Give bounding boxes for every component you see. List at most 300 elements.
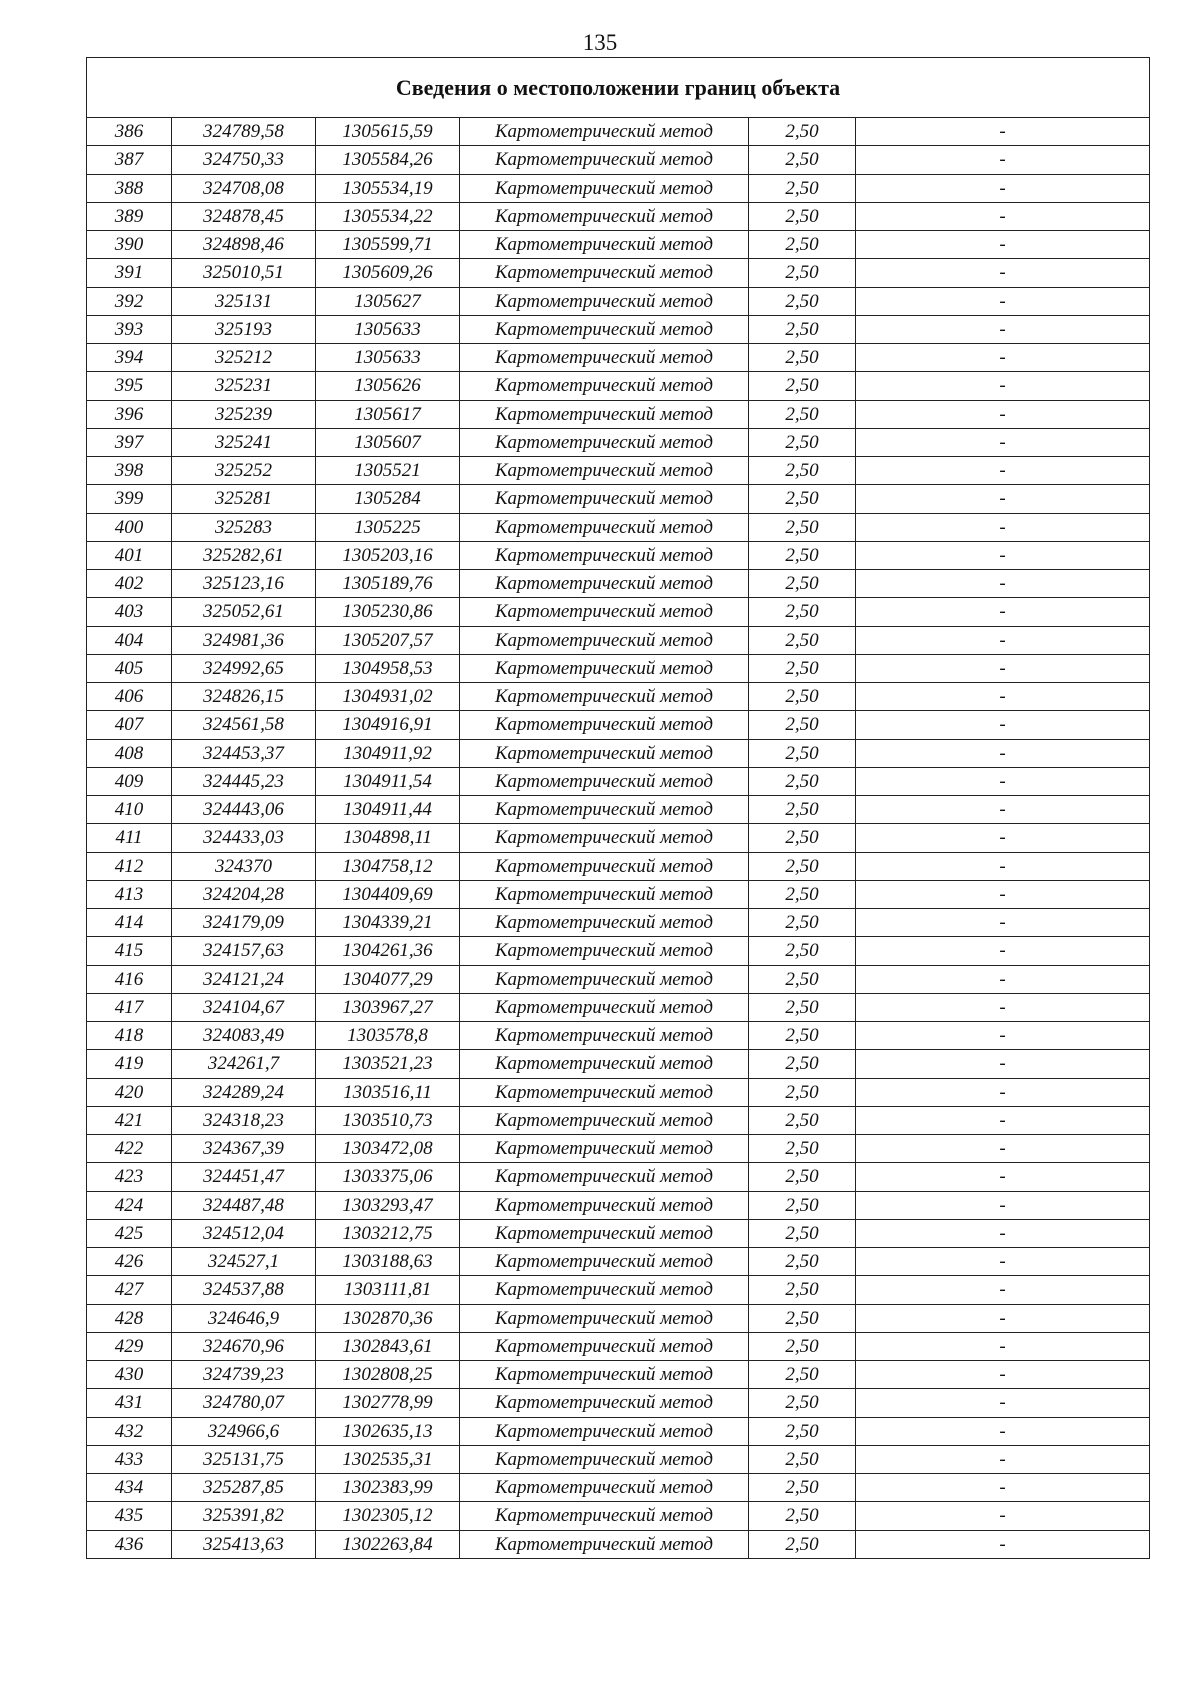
description-cell: - — [856, 1474, 1150, 1502]
point-number-cell: 408 — [87, 739, 172, 767]
description-cell: - — [856, 711, 1150, 739]
x-coordinate-cell: 324537,88 — [172, 1276, 316, 1304]
y-coordinate-cell: 1303510,73 — [316, 1106, 460, 1134]
description-cell: - — [856, 1219, 1150, 1247]
description-cell: - — [856, 400, 1150, 428]
y-coordinate-cell: 1304931,02 — [316, 683, 460, 711]
table-row — [87, 1389, 1150, 1417]
table-row — [87, 485, 1150, 513]
point-number-cell: 391 — [87, 259, 172, 287]
point-number-cell: 430 — [87, 1361, 172, 1389]
y-coordinate-cell: 1305617 — [316, 400, 460, 428]
method-cell: Картометрический метод — [460, 965, 749, 993]
table-row — [87, 1445, 1150, 1473]
x-coordinate-cell: 325212 — [172, 344, 316, 372]
y-coordinate-cell: 1305207,57 — [316, 626, 460, 654]
accuracy-cell: 2,50 — [749, 1445, 856, 1473]
description-cell: - — [856, 993, 1150, 1021]
accuracy-cell: 2,50 — [749, 1530, 856, 1558]
point-number-cell: 389 — [87, 202, 172, 230]
description-cell: - — [856, 965, 1150, 993]
method-cell: Картометрический метод — [460, 400, 749, 428]
y-coordinate-cell: 1304758,12 — [316, 852, 460, 880]
description-cell: - — [856, 570, 1150, 598]
description-cell: - — [856, 428, 1150, 456]
method-cell: Картометрический метод — [460, 1389, 749, 1417]
point-number-cell: 405 — [87, 654, 172, 682]
method-cell: Картометрический метод — [460, 683, 749, 711]
x-coordinate-cell: 324367,39 — [172, 1135, 316, 1163]
point-number-cell: 416 — [87, 965, 172, 993]
table-row — [87, 1163, 1150, 1191]
table-row — [87, 824, 1150, 852]
y-coordinate-cell: 1304958,53 — [316, 654, 460, 682]
accuracy-cell: 2,50 — [749, 1219, 856, 1247]
table-row — [87, 1361, 1150, 1389]
point-number-cell: 390 — [87, 231, 172, 259]
description-cell: - — [856, 513, 1150, 541]
method-cell: Картометрический метод — [460, 287, 749, 315]
table-row — [87, 739, 1150, 767]
x-coordinate-cell: 324433,03 — [172, 824, 316, 852]
x-coordinate-cell: 325052,61 — [172, 598, 316, 626]
method-cell: Картометрический метод — [460, 626, 749, 654]
table-row — [87, 1219, 1150, 1247]
description-cell: - — [856, 541, 1150, 569]
y-coordinate-cell: 1302635,13 — [316, 1417, 460, 1445]
accuracy-cell: 2,50 — [749, 1022, 856, 1050]
accuracy-cell: 2,50 — [749, 598, 856, 626]
x-coordinate-cell: 325281 — [172, 485, 316, 513]
description-cell: - — [856, 1445, 1150, 1473]
x-coordinate-cell: 324561,58 — [172, 711, 316, 739]
accuracy-cell: 2,50 — [749, 1332, 856, 1360]
y-coordinate-cell: 1302778,99 — [316, 1389, 460, 1417]
accuracy-cell: 2,50 — [749, 1248, 856, 1276]
y-coordinate-cell: 1305599,71 — [316, 231, 460, 259]
y-coordinate-cell: 1305607 — [316, 428, 460, 456]
point-number-cell: 403 — [87, 598, 172, 626]
accuracy-cell: 2,50 — [749, 315, 856, 343]
table-row — [87, 683, 1150, 711]
description-cell: - — [856, 1361, 1150, 1389]
method-cell: Картометрический метод — [460, 315, 749, 343]
point-number-cell: 431 — [87, 1389, 172, 1417]
method-cell: Картометрический метод — [460, 1304, 749, 1332]
point-number-cell: 427 — [87, 1276, 172, 1304]
point-number-cell: 433 — [87, 1445, 172, 1473]
method-cell: Картометрический метод — [460, 796, 749, 824]
x-coordinate-cell: 324878,45 — [172, 202, 316, 230]
table-row — [87, 937, 1150, 965]
y-coordinate-cell: 1303293,47 — [316, 1191, 460, 1219]
x-coordinate-cell: 324318,23 — [172, 1106, 316, 1134]
table-row — [87, 570, 1150, 598]
x-coordinate-cell: 325131,75 — [172, 1445, 316, 1473]
method-cell: Картометрический метод — [460, 937, 749, 965]
table-row — [87, 1106, 1150, 1134]
description-cell: - — [856, 880, 1150, 908]
accuracy-cell: 2,50 — [749, 1304, 856, 1332]
y-coordinate-cell: 1305626 — [316, 372, 460, 400]
x-coordinate-cell: 324992,65 — [172, 654, 316, 682]
accuracy-cell: 2,50 — [749, 118, 856, 146]
accuracy-cell: 2,50 — [749, 1361, 856, 1389]
point-number-cell: 418 — [87, 1022, 172, 1050]
description-cell: - — [856, 174, 1150, 202]
point-number-cell: 393 — [87, 315, 172, 343]
point-number-cell: 397 — [87, 428, 172, 456]
y-coordinate-cell: 1302808,25 — [316, 1361, 460, 1389]
y-coordinate-cell: 1303967,27 — [316, 993, 460, 1021]
accuracy-cell: 2,50 — [749, 428, 856, 456]
accuracy-cell: 2,50 — [749, 711, 856, 739]
point-number-cell: 417 — [87, 993, 172, 1021]
description-cell: - — [856, 1276, 1150, 1304]
point-number-cell: 419 — [87, 1050, 172, 1078]
y-coordinate-cell: 1304339,21 — [316, 909, 460, 937]
table-row — [87, 1135, 1150, 1163]
y-coordinate-cell: 1305615,59 — [316, 118, 460, 146]
table-row — [87, 1502, 1150, 1530]
point-number-cell: 415 — [87, 937, 172, 965]
x-coordinate-cell: 324966,6 — [172, 1417, 316, 1445]
accuracy-cell: 2,50 — [749, 767, 856, 795]
x-coordinate-cell: 324898,46 — [172, 231, 316, 259]
accuracy-cell: 2,50 — [749, 824, 856, 852]
accuracy-cell: 2,50 — [749, 174, 856, 202]
point-number-cell: 401 — [87, 541, 172, 569]
accuracy-cell: 2,50 — [749, 372, 856, 400]
point-number-cell: 398 — [87, 457, 172, 485]
accuracy-cell: 2,50 — [749, 570, 856, 598]
description-cell: - — [856, 1135, 1150, 1163]
method-cell: Картометрический метод — [460, 457, 749, 485]
boundary-coordinates-table — [86, 57, 1150, 1559]
accuracy-cell: 2,50 — [749, 1417, 856, 1445]
x-coordinate-cell: 325413,63 — [172, 1530, 316, 1558]
table-row — [87, 428, 1150, 456]
y-coordinate-cell: 1304911,92 — [316, 739, 460, 767]
point-number-cell: 409 — [87, 767, 172, 795]
x-coordinate-cell: 325131 — [172, 287, 316, 315]
accuracy-cell: 2,50 — [749, 1163, 856, 1191]
table-row — [87, 344, 1150, 372]
point-number-cell: 422 — [87, 1135, 172, 1163]
table-row — [87, 711, 1150, 739]
x-coordinate-cell: 324981,36 — [172, 626, 316, 654]
x-coordinate-cell: 325283 — [172, 513, 316, 541]
method-cell: Картометрический метод — [460, 1276, 749, 1304]
y-coordinate-cell: 1305584,26 — [316, 146, 460, 174]
x-coordinate-cell: 324121,24 — [172, 965, 316, 993]
accuracy-cell: 2,50 — [749, 485, 856, 513]
point-number-cell: 399 — [87, 485, 172, 513]
y-coordinate-cell: 1305627 — [316, 287, 460, 315]
accuracy-cell: 2,50 — [749, 909, 856, 937]
accuracy-cell: 2,50 — [749, 202, 856, 230]
accuracy-cell: 2,50 — [749, 796, 856, 824]
point-number-cell: 423 — [87, 1163, 172, 1191]
table-title: Сведения о местоположении границ объекта — [87, 58, 1150, 118]
y-coordinate-cell: 1304911,44 — [316, 796, 460, 824]
method-cell: Картометрический метод — [460, 824, 749, 852]
point-number-cell: 386 — [87, 118, 172, 146]
table-row — [87, 146, 1150, 174]
x-coordinate-cell: 324104,67 — [172, 993, 316, 1021]
x-coordinate-cell: 324179,09 — [172, 909, 316, 937]
table-row — [87, 654, 1150, 682]
y-coordinate-cell: 1305609,26 — [316, 259, 460, 287]
description-cell: - — [856, 485, 1150, 513]
description-cell: - — [856, 1502, 1150, 1530]
x-coordinate-cell: 324708,08 — [172, 174, 316, 202]
description-cell: - — [856, 937, 1150, 965]
point-number-cell: 388 — [87, 174, 172, 202]
boundary-table-container — [86, 57, 1149, 1559]
accuracy-cell: 2,50 — [749, 457, 856, 485]
y-coordinate-cell: 1305284 — [316, 485, 460, 513]
accuracy-cell: 2,50 — [749, 654, 856, 682]
accuracy-cell: 2,50 — [749, 146, 856, 174]
y-coordinate-cell: 1303578,8 — [316, 1022, 460, 1050]
accuracy-cell: 2,50 — [749, 1276, 856, 1304]
point-number-cell: 432 — [87, 1417, 172, 1445]
point-number-cell: 411 — [87, 824, 172, 852]
table-row — [87, 287, 1150, 315]
method-cell: Картометрический метод — [460, 1219, 749, 1247]
point-number-cell: 435 — [87, 1502, 172, 1530]
description-cell: - — [856, 372, 1150, 400]
description-cell: - — [856, 231, 1150, 259]
method-cell: Картометрический метод — [460, 1135, 749, 1163]
table-body — [87, 118, 1150, 1559]
method-cell: Картометрический метод — [460, 1050, 749, 1078]
x-coordinate-cell: 324289,24 — [172, 1078, 316, 1106]
accuracy-cell: 2,50 — [749, 993, 856, 1021]
table-row — [87, 993, 1150, 1021]
description-cell: - — [856, 1191, 1150, 1219]
table-row — [87, 1050, 1150, 1078]
method-cell: Картометрический метод — [460, 1022, 749, 1050]
method-cell: Картометрический метод — [460, 146, 749, 174]
description-cell: - — [856, 1163, 1150, 1191]
point-number-cell: 394 — [87, 344, 172, 372]
y-coordinate-cell: 1303375,06 — [316, 1163, 460, 1191]
description-cell: - — [856, 1106, 1150, 1134]
description-cell: - — [856, 259, 1150, 287]
table-row — [87, 626, 1150, 654]
x-coordinate-cell: 324451,47 — [172, 1163, 316, 1191]
point-number-cell: 412 — [87, 852, 172, 880]
x-coordinate-cell: 325282,61 — [172, 541, 316, 569]
point-number-cell: 400 — [87, 513, 172, 541]
table-row — [87, 541, 1150, 569]
table-row — [87, 1078, 1150, 1106]
x-coordinate-cell: 324527,1 — [172, 1248, 316, 1276]
point-number-cell: 406 — [87, 683, 172, 711]
y-coordinate-cell: 1303472,08 — [316, 1135, 460, 1163]
y-coordinate-cell: 1305633 — [316, 315, 460, 343]
y-coordinate-cell: 1302870,36 — [316, 1304, 460, 1332]
method-cell: Картометрический метод — [460, 1191, 749, 1219]
description-cell: - — [856, 1022, 1150, 1050]
table-row — [87, 118, 1150, 146]
method-cell: Картометрический метод — [460, 1332, 749, 1360]
x-coordinate-cell: 324750,33 — [172, 146, 316, 174]
accuracy-cell: 2,50 — [749, 937, 856, 965]
x-coordinate-cell: 324157,63 — [172, 937, 316, 965]
description-cell: - — [856, 118, 1150, 146]
point-number-cell: 429 — [87, 1332, 172, 1360]
point-number-cell: 404 — [87, 626, 172, 654]
table-row — [87, 513, 1150, 541]
method-cell: Картометрический метод — [460, 372, 749, 400]
description-cell: - — [856, 683, 1150, 711]
point-number-cell: 413 — [87, 880, 172, 908]
x-coordinate-cell: 324487,48 — [172, 1191, 316, 1219]
point-number-cell: 420 — [87, 1078, 172, 1106]
y-coordinate-cell: 1304916,91 — [316, 711, 460, 739]
method-cell: Картометрический метод — [460, 231, 749, 259]
accuracy-cell: 2,50 — [749, 259, 856, 287]
table-row — [87, 1474, 1150, 1502]
y-coordinate-cell: 1305189,76 — [316, 570, 460, 598]
x-coordinate-cell: 325252 — [172, 457, 316, 485]
accuracy-cell: 2,50 — [749, 1502, 856, 1530]
y-coordinate-cell: 1303212,75 — [316, 1219, 460, 1247]
method-cell: Картометрический метод — [460, 174, 749, 202]
method-cell: Картометрический метод — [460, 202, 749, 230]
accuracy-cell: 2,50 — [749, 1106, 856, 1134]
y-coordinate-cell: 1305521 — [316, 457, 460, 485]
point-number-cell: 395 — [87, 372, 172, 400]
method-cell: Картометрический метод — [460, 1078, 749, 1106]
y-coordinate-cell: 1302263,84 — [316, 1530, 460, 1558]
method-cell: Картометрический метод — [460, 1502, 749, 1530]
method-cell: Картометрический метод — [460, 1248, 749, 1276]
y-coordinate-cell: 1303521,23 — [316, 1050, 460, 1078]
x-coordinate-cell: 325123,16 — [172, 570, 316, 598]
table-row — [87, 1276, 1150, 1304]
table-row — [87, 1304, 1150, 1332]
y-coordinate-cell: 1302383,99 — [316, 1474, 460, 1502]
description-cell: - — [856, 598, 1150, 626]
method-cell: Картометрический метод — [460, 513, 749, 541]
point-number-cell: 407 — [87, 711, 172, 739]
table-row — [87, 457, 1150, 485]
accuracy-cell: 2,50 — [749, 965, 856, 993]
method-cell: Картометрический метод — [460, 739, 749, 767]
accuracy-cell: 2,50 — [749, 344, 856, 372]
accuracy-cell: 2,50 — [749, 1050, 856, 1078]
accuracy-cell: 2,50 — [749, 739, 856, 767]
description-cell: - — [856, 1332, 1150, 1360]
method-cell: Картометрический метод — [460, 485, 749, 513]
y-coordinate-cell: 1305203,16 — [316, 541, 460, 569]
description-cell: - — [856, 202, 1150, 230]
method-cell: Картометрический метод — [460, 711, 749, 739]
table-row — [87, 1530, 1150, 1558]
accuracy-cell: 2,50 — [749, 880, 856, 908]
description-cell: - — [856, 1389, 1150, 1417]
x-coordinate-cell: 325241 — [172, 428, 316, 456]
method-cell: Картометрический метод — [460, 909, 749, 937]
description-cell: - — [856, 1050, 1150, 1078]
table-row — [87, 796, 1150, 824]
description-cell: - — [856, 146, 1150, 174]
y-coordinate-cell: 1304898,11 — [316, 824, 460, 852]
y-coordinate-cell: 1303111,81 — [316, 1276, 460, 1304]
method-cell: Картометрический метод — [460, 428, 749, 456]
point-number-cell: 421 — [87, 1106, 172, 1134]
method-cell: Картометрический метод — [460, 767, 749, 795]
accuracy-cell: 2,50 — [749, 1135, 856, 1163]
description-cell: - — [856, 654, 1150, 682]
description-cell: - — [856, 796, 1150, 824]
point-number-cell: 387 — [87, 146, 172, 174]
x-coordinate-cell: 324083,49 — [172, 1022, 316, 1050]
y-coordinate-cell: 1305534,22 — [316, 202, 460, 230]
description-cell: - — [856, 344, 1150, 372]
accuracy-cell: 2,50 — [749, 1191, 856, 1219]
description-cell: - — [856, 1078, 1150, 1106]
method-cell: Картометрический метод — [460, 570, 749, 598]
x-coordinate-cell: 324826,15 — [172, 683, 316, 711]
table-row — [87, 372, 1150, 400]
table-row — [87, 231, 1150, 259]
description-cell: - — [856, 1530, 1150, 1558]
point-number-cell: 396 — [87, 400, 172, 428]
x-coordinate-cell: 324443,06 — [172, 796, 316, 824]
y-coordinate-cell: 1302843,61 — [316, 1332, 460, 1360]
x-coordinate-cell: 325193 — [172, 315, 316, 343]
x-coordinate-cell: 324445,23 — [172, 767, 316, 795]
table-row — [87, 174, 1150, 202]
point-number-cell: 436 — [87, 1530, 172, 1558]
description-cell: - — [856, 767, 1150, 795]
x-coordinate-cell: 325287,85 — [172, 1474, 316, 1502]
y-coordinate-cell: 1304077,29 — [316, 965, 460, 993]
x-coordinate-cell: 324646,9 — [172, 1304, 316, 1332]
x-coordinate-cell: 324370 — [172, 852, 316, 880]
method-cell: Картометрический метод — [460, 541, 749, 569]
y-coordinate-cell: 1305633 — [316, 344, 460, 372]
description-cell: - — [856, 1304, 1150, 1332]
point-number-cell: 410 — [87, 796, 172, 824]
x-coordinate-cell: 324453,37 — [172, 739, 316, 767]
table-row — [87, 767, 1150, 795]
table-row — [87, 852, 1150, 880]
point-number-cell: 428 — [87, 1304, 172, 1332]
table-row — [87, 880, 1150, 908]
method-cell: Картометрический метод — [460, 852, 749, 880]
description-cell: - — [856, 287, 1150, 315]
table-row — [87, 965, 1150, 993]
accuracy-cell: 2,50 — [749, 683, 856, 711]
table-row — [87, 598, 1150, 626]
method-cell: Картометрический метод — [460, 1417, 749, 1445]
point-number-cell: 434 — [87, 1474, 172, 1502]
x-coordinate-cell: 324261,7 — [172, 1050, 316, 1078]
table-row — [87, 1191, 1150, 1219]
x-coordinate-cell: 324780,07 — [172, 1389, 316, 1417]
accuracy-cell: 2,50 — [749, 287, 856, 315]
y-coordinate-cell: 1303188,63 — [316, 1248, 460, 1276]
method-cell: Картометрический метод — [460, 654, 749, 682]
method-cell: Картометрический метод — [460, 1474, 749, 1502]
y-coordinate-cell: 1304261,36 — [316, 937, 460, 965]
